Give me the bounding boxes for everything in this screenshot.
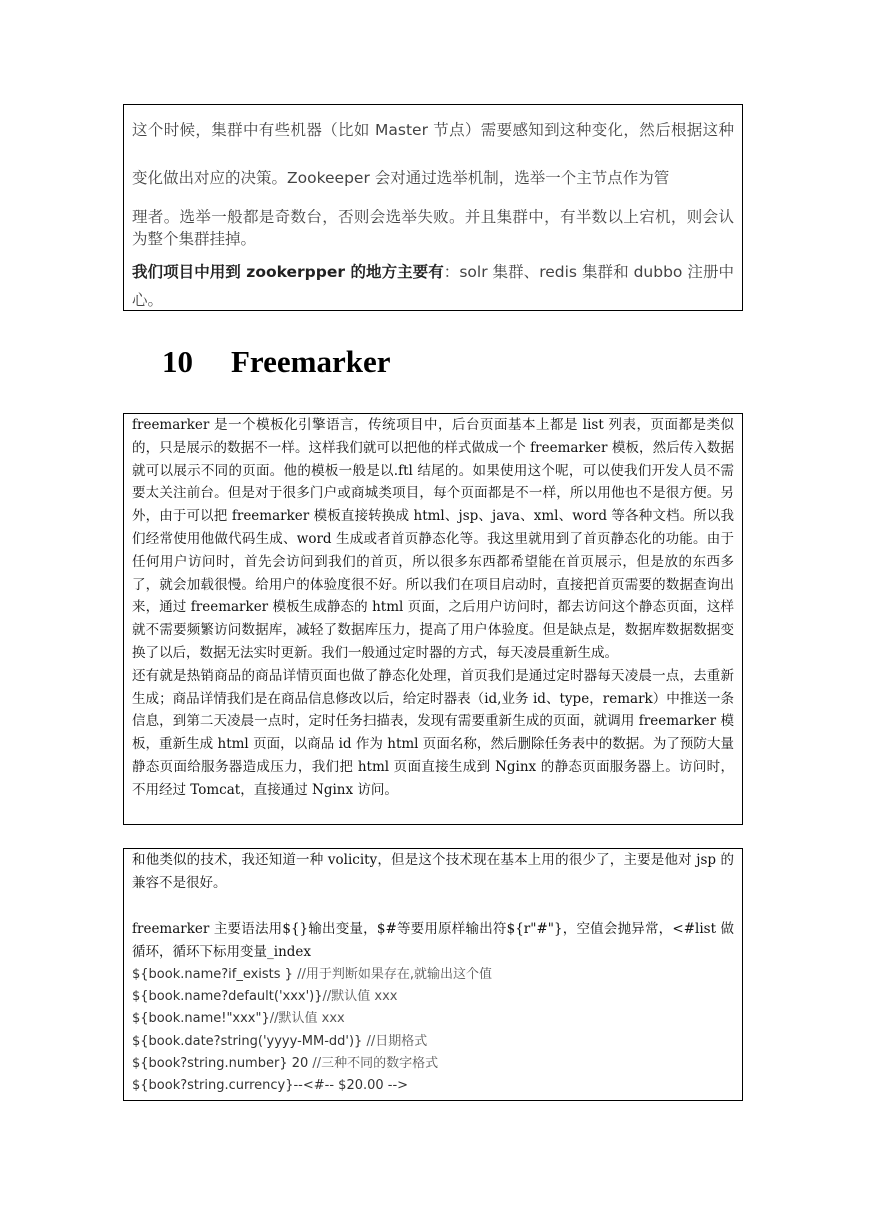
code-comment: //默认值 xxx: [322, 989, 398, 1005]
zookeeper-paragraph-3: [132, 258, 734, 314]
zookeeper-usage-bold: 我们项目中用到 zookerpper 的地方主要有: [132, 263, 444, 281]
code-line: [132, 1075, 734, 1097]
code-comment: //默认值 xxx: [269, 1011, 345, 1027]
zookeeper-paragraph-1: 这个时候，集群中有些机器（比如 Master 节点）需要感知到这种变化，然后根据这种变化做出对应的决策。Zookeeper 会对通过选举机制，选举一个主节点作为管: [132, 121, 734, 187]
code-text: ${book?string.number} 20: [132, 1055, 313, 1071]
zookeeper-usage-rest: ：solr 集群、redis 集群和 dubbo 注册中心。: [132, 263, 735, 309]
code-text: ${book.name?default('xxx')}: [132, 989, 323, 1005]
code-line: [132, 1031, 734, 1053]
code-line: [132, 1053, 734, 1075]
syntax-paragraph: freemarker 主要语法用${}输出变量，$#等要用原样输出符${r"#"}，空值会抛异常，<#list 做循环，循环下标用变量_index: [132, 921, 734, 960]
velocity-paragraph: 和他类似的技术，我还知道一种 volicity，但是这个技术现在基本上用的很少了，主要是他对 jsp 的兼容不是很好。: [132, 852, 734, 891]
code-text: ${book?string.currency}--<#-- $20.00 -->: [132, 1078, 409, 1094]
section-title: Freemarker: [231, 344, 391, 379]
zookeeper-paragraph-2: 理者。选举一般都是奇数台，否则会选举失败。并且集群中，有半数以上宕机，则会认为整个集群挂掉。: [132, 208, 734, 248]
freemarker-paragraph-1: freemarker 是一个模板化引擎语言，传统项目中，后台页面基本上都是 list 列表，页面都是类似的，只是展示的数据不一样。这样我们就可以把他的样式做成一个 freemarker 模板，然后传入数据就可以展示不同的页面。他的模板一般是以.ftl 结尾的。如果使用这个呢，可以使我们开发人员不需要太关注前台。但是对于很多门户或商城类项目，每个页面都是不一样，所以用他也不是很方便。另外，由于可以把 freemarker 模板直接转换成 html、jsp、java、xml、word 等各种文档。所以我们经常使用他做代码生成、word 生成或者首页静态化等。我这里就用到了首页静态化的功能。由于任何用户访问时，首先会访问到我们的首页，所以很多东西都希望能在首页展示，但是放的东西多了，就会加载很慢。给用户的体验度很不好。所以我们在项目启动时，直接把首页需要的数据查询出来，通过 freemarker 模板生成静态的 html 页面，之后用户访问时，都去访问这个静态页面，这样就不需要频繁访问数据库，减轻了数据库压力，提高了用户体验度。但是缺点是，数据库数据数据变换了以后，数据无法实时更新。我们一般通过定时器的方式，每天凌晨重新生成。: [132, 417, 734, 661]
code-text: ${book.date?string('yyyy-MM-dd')}: [132, 1033, 367, 1049]
code-line: [132, 986, 734, 1008]
code-text: ${book.name!"xxx"}: [132, 1011, 270, 1027]
code-text: ${book.name?if_exists }: [132, 967, 298, 982]
freemarker-syntax-box: [123, 848, 743, 1101]
code-comment: //三种不同的数字格式: [312, 1055, 439, 1071]
section-heading: [162, 340, 391, 384]
code-line: [132, 1008, 734, 1030]
code-line: [132, 964, 734, 986]
section-number: 10: [162, 344, 193, 379]
freemarker-paragraph-2: 还有就是热销商品的商品详情页面也做了静态化处理，首页我们是通过定时器每天凌晨一点，去重新生成；商品详情我们是在商品信息修改以后，给定时器表（id,业务 id、type，remark）中推送一条信息，到第二天凌晨一点时，定时任务扫描表，发现有需要重新生成的页面，就调用 freemarker 模板，重新生成 html 页面，以商品 id 作为 html 页面名称，然后删除任务表中的数据。为了预防大量静态页面给服务器造成压力，我们把 html 页面直接生成到 Nginx 的静态页面服务器上。访问时，不用经过 Tomcat，直接通过 Nginx 访问。: [132, 667, 734, 798]
code-comment: //日期格式: [366, 1033, 428, 1049]
zookeeper-text-box: [123, 104, 743, 311]
freemarker-text-box: [123, 413, 743, 825]
code-comment: //用于判断如果存在,就输出这个值: [297, 967, 492, 982]
